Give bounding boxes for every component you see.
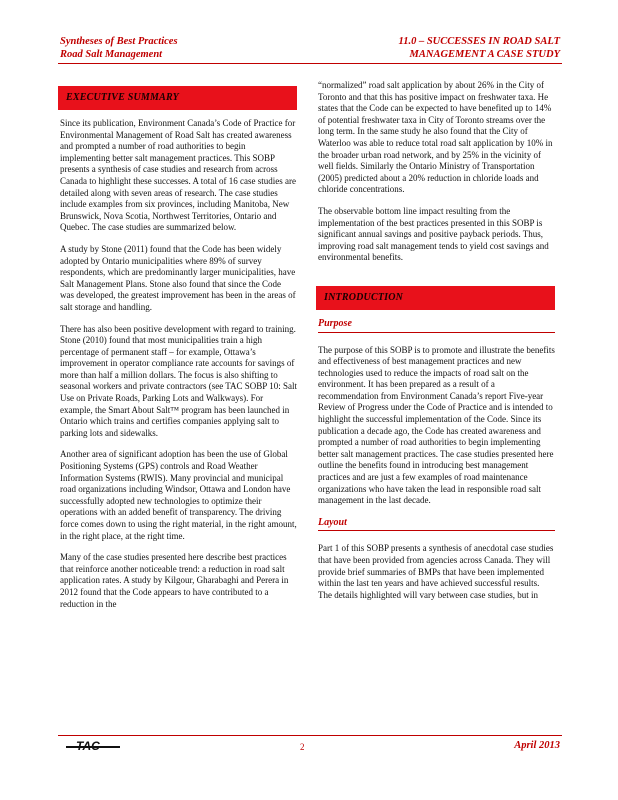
purpose-divider (318, 332, 555, 333)
layout-divider (318, 530, 555, 531)
summary-paragraph: Another area of significant adoption has been the use of Global Positioning Systems (GPS) controls and Road Weather Information Systems (RWIS). Many provincial and municipal road organizations including Windsor, Ottawa and London have successfully adopted new technologies to optimize their operations with an added benefit of transparency. The driving force comes down to using the right material, in the right amount, in the right place, at the right time. (60, 449, 297, 541)
layout-heading: Layout (318, 516, 347, 528)
introduction-banner (316, 286, 555, 310)
tac-logo-icon (66, 738, 120, 754)
summary-paragraph: Many of the case studies presented here describe best practices that reinforce another noticeable trend: a reduction in road salt application rates. A study by Kilgour, Gharabaghi and Perera in 2012 found that the Code appears to have contributed to a reduction in the (60, 552, 289, 609)
left-column (60, 80, 297, 620)
summary-paragraph: The observable bottom line impact resulting from the implementation of the best practices presented in this SOBP is significant annual savings and positive payback periods. Thus, improving road salt management tends to yield cost savings and environmental benefits. (318, 205, 549, 263)
header-divider (58, 63, 562, 64)
header-right (320, 35, 560, 61)
purpose-heading: Purpose (318, 317, 352, 329)
introduction-heading: INTRODUCTION (324, 291, 404, 303)
purpose-paragraph: The purpose of this SOBP is to promote and illustrate the benefits and effectiveness of best management practices and new technologies used to reduce the impacts of road salt on the environment. It has been prepared as a result of a recommendation from Environment Canada’s report Five-year Review of Progress under the Code of Practice and is intended to highlight the successful implementation of the Code. Since its publication a decade ago, the Code has created awareness and prompted a number of road authorities to begin implementing better salt management practices. The case studies presented here outline the benefits found in introducing best management practices and are just a few examples of road maintenance organizations who have taken the lead in responsible road salt management in the last decade. (318, 344, 555, 506)
page-number: 2 (300, 742, 305, 752)
header-chapter-subtitle: MANAGEMENT A CASE STUDY (409, 49, 560, 60)
summary-paragraph: A study by Stone (2011) found that the Code has been widely adopted by Ontario municipalities where 89% of survey respondents, which are predominantly larger municipalities, have Salt Management Plans. Stone also found that since the Code was developed, the greatest improvement has been in the areas of salt storage and handling. (60, 243, 296, 312)
header-topic: Road Salt Management (60, 49, 163, 60)
right-column (318, 80, 555, 611)
footer-divider (58, 735, 562, 736)
header-chapter-title: 11.0 – SUCCESSES IN ROAD SALT (398, 36, 560, 47)
layout-paragraph: Part 1 of this SOBP presents a synthesis of anecdotal case studies that have been provided from agencies across Canada. They will provide brief summaries of BMPs that have been implemented within the last ten years and have achieved successful results. The details highlighted will vary between case studies, but in (318, 543, 554, 600)
executive-summary-banner (58, 86, 297, 110)
tac-logo-text: TAC (76, 739, 100, 753)
executive-summary-heading: EXECUTIVE SUMMARY (66, 92, 179, 103)
summary-paragraph: Since its publication, Environment Canada’s Code of Practice for Environmental Management of Road Salt has created awareness and prompted a number of road authorities to begin implementing better salt management practices. This SOBP presents a synthesis of case studies and research from across Canada to highlight these successes. A total of 16 case studies are detailed along with seven areas of research. The case studies include examples from six provinces, including Manitoba, New Brunswick, Nova Scotia, Northwest Territories, Ontario and Quebec. The case studies are summarized below. (60, 118, 296, 233)
footer-date: April 2013 (514, 740, 560, 751)
summary-paragraph: There has also been positive development with regard to training. Stone (2010) found that most municipalities train a high percentage of permanent staff – for example, Ottawa’s improvement in operator compliance rate accounts for savings of more than half a million dollars. The focus is also shifting to seasonal workers and private contractors (see TAC SOBP 10: Salt Use on Private Roads, Parking Lots and Walkways). For example, the Smart About Salt™ program has been launched in Ontario which trains and certifies companies applying salt to parking lots and sidewalks. (60, 323, 297, 438)
summary-paragraph: “normalized” road salt application by about 26% in the City of Toronto and that this has positive impact on freshwater taxa. He states that the Code can be expected to have benefited up to 14% of potential freshwater taxa in City of Toronto streams over the long term. In the same study he also found that the City of Waterloo was able to reduce total road salt application by 10% in the broader urban road network, and by 25% in the vicinity of well fields. Similarly the Ontario Ministry of Transportation (2005) predicted about a 20% reduction in chloride loads and chloride concentrations. (318, 80, 553, 195)
header-series-title: Syntheses of Best Practices (60, 36, 178, 47)
header-left (60, 35, 280, 61)
